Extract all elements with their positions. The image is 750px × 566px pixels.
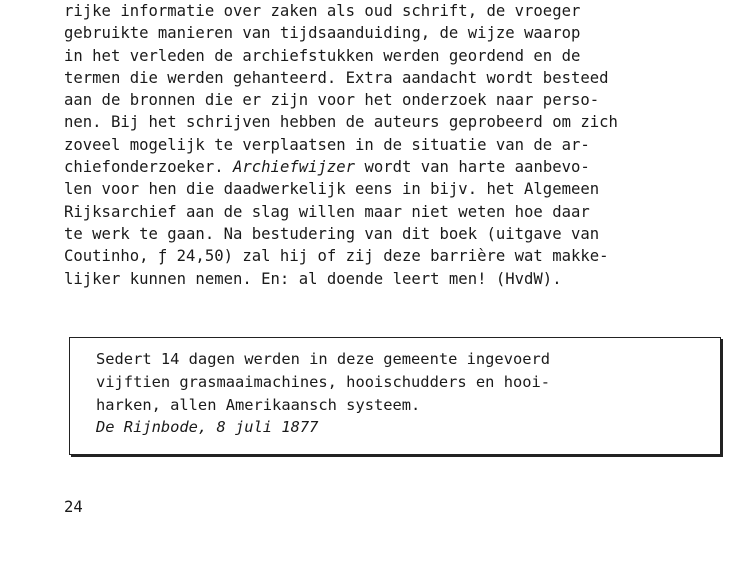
text-segment: wordt van harte aanbevo- <box>355 158 590 177</box>
text-segment: chiefonderzoeker. <box>64 158 233 177</box>
text-line: Coutinho, ƒ 24,50) zal hij of zij deze barrière wat makke- <box>64 247 609 266</box>
quote-line: Sedert 14 dagen werden in deze gemeente ingevoerd <box>96 350 551 368</box>
text-line: Rijksarchief aan de slag willen maar niet weten hoe daar <box>64 202 590 221</box>
text-line: aan de bronnen die er zijn voor het onderzoek naar perso- <box>64 91 600 110</box>
book-title-italic: Archiefwijzer <box>233 158 356 177</box>
quote-source: De Rijnbode, 8 juli 1877 <box>96 418 319 437</box>
quote-line: harken, allen Amerikaansch systeem. <box>96 395 421 414</box>
quote-text <box>96 348 550 439</box>
quote-box <box>69 337 721 455</box>
text-line: termen die werden gehanteerd. Extra aandacht wordt besteed <box>64 68 609 87</box>
text-line <box>64 156 750 178</box>
text-line: zoveel mogelijk te verplaatsen in de situatie van de ar- <box>64 135 590 154</box>
text-line: gebruikte manieren van tijdsaanduiding, de wijze waarop <box>64 24 581 43</box>
text-line: len voor hen die daadwerkelijk eens in bijv. het Algemeen <box>64 180 600 199</box>
quote-line: vijftien grasmaaimachines, hooischudders en hooi- <box>96 372 551 391</box>
text-line: in het verleden de archiefstukken werden geordend en de <box>64 46 581 65</box>
text-line: lijker kunnen nemen. En: al doende leert men! (HvdW). <box>64 269 562 288</box>
text-line: te werk te gaan. Na bestudering van dit boek (uitgave van <box>64 224 600 243</box>
text-line: rijke informatie over zaken als oud schrift, de vroeger <box>64 2 581 20</box>
text-line: nen. Bij het schrijven hebben de auteurs geprobeerd om zich <box>64 113 618 132</box>
page-number: 24 <box>64 498 83 516</box>
body-paragraph <box>64 0 750 290</box>
